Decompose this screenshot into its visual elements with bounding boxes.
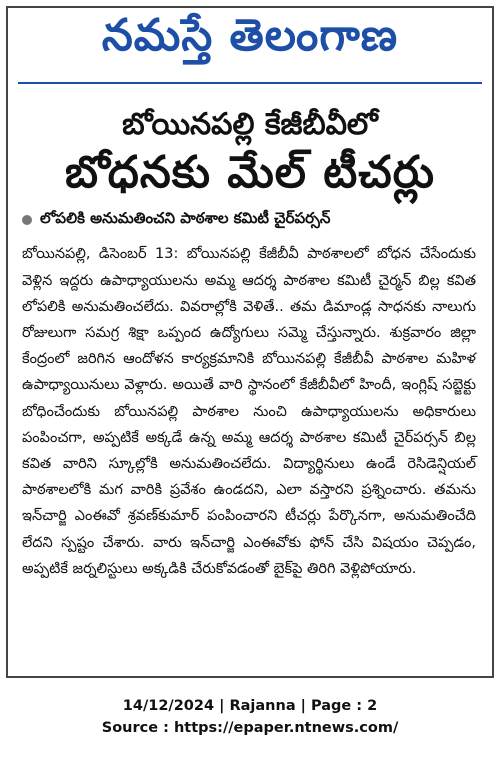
article-headline: బోధనకు మేల్ టీచర్లు (64, 147, 436, 198)
masthead-title: నమస్తే తెలంగాణ (101, 10, 399, 61)
masthead (8, 8, 492, 74)
article-subheading: లోపలికి అనుమతించని పాఠశాల కమిటీ చైర్‌పర్సన్ (40, 209, 331, 228)
article-body: బోయినపల్లి, డిసెంబర్ 13: బోయినపల్లి కేజీబీవీ పాఠశాలలో బోధన చేసేందుకు వెళ్లిన ఇద్దరు ఉపాధ్యాయులను అమ్మ ఆదర్శ పాఠశాల కమిటీ చైర్మన్ బిల్ల కవిత లోపలికి అనుమతించలేదు. వివరాల్లోకి వెళితే.. తమ డిమాండ్ల సాధనకు నాలుగు రోజులుగా సమగ్ర శిక్షా ఒప్పంద ఉద్యోగులు సమ్మె చేస్తున్నారు. శుక్రవారం జిల్లా కేంద్రంలో జరిగిన ఆందోళన కార్యక్రమానికి బోయినపల్లి కేజీబీవీ పాఠశాల మహిళ ఉపాధ్యాయినులు వెళ్లారు. అయితే వారి స్థానంలో కేజీబీవీలో హిందీ, ఇంగ్లిష్ సబ్జెక్టు బోధించేందుకు బోయినపల్లి పాఠశాల నుంచి ఉపాధ్యాయులను అధికారులు పంపించగా, అప్పటికే అక్కడే ఉన్న అమ్మ ఆదర్శ పాఠశాల కమిటీ చైర్‌పర్సన్ బిల్ల కవిత వారిని స్కూల్లోకి అనుమతించలేదు. విద్యార్థినులు ఉండే రెసిడెన్షియల్ పాఠశాలలోకి మగ వారికి ప్రవేశం ఉండదని, ఎలా వస్తారని ప్రశ్నించారు. తమను ఇన్‌చార్జి ఎంఈవో శ్రవణ్‌కుమార్ పంపించారని టీచర్లు పేర్కొనగా, అనుమతించేది లేదని స్పష్టం చేశారు. వారు ఇన్‌చార్జి ఎంఈవోకు ఫోన్ చేసి విషయం చెప్పడం, అప్పటికే జర్నలిస్టులు అక్కడికి చేరుకోవడంతో బైక్‌పై తిరిగి వెళ్లిపోయారు. (22, 246, 476, 577)
footer-meta: 14/12/2024 | Rajanna | Page : 2 (122, 698, 378, 714)
masthead-divider (18, 82, 482, 84)
article-kicker: బోయినపల్లి కేజీబీవీలో (122, 107, 378, 142)
news-clipping (6, 6, 494, 678)
article-subheading-row (22, 209, 492, 231)
bullet-icon (22, 215, 32, 225)
footer-source: Source : https://epaper.ntnews.com/ (101, 720, 399, 736)
